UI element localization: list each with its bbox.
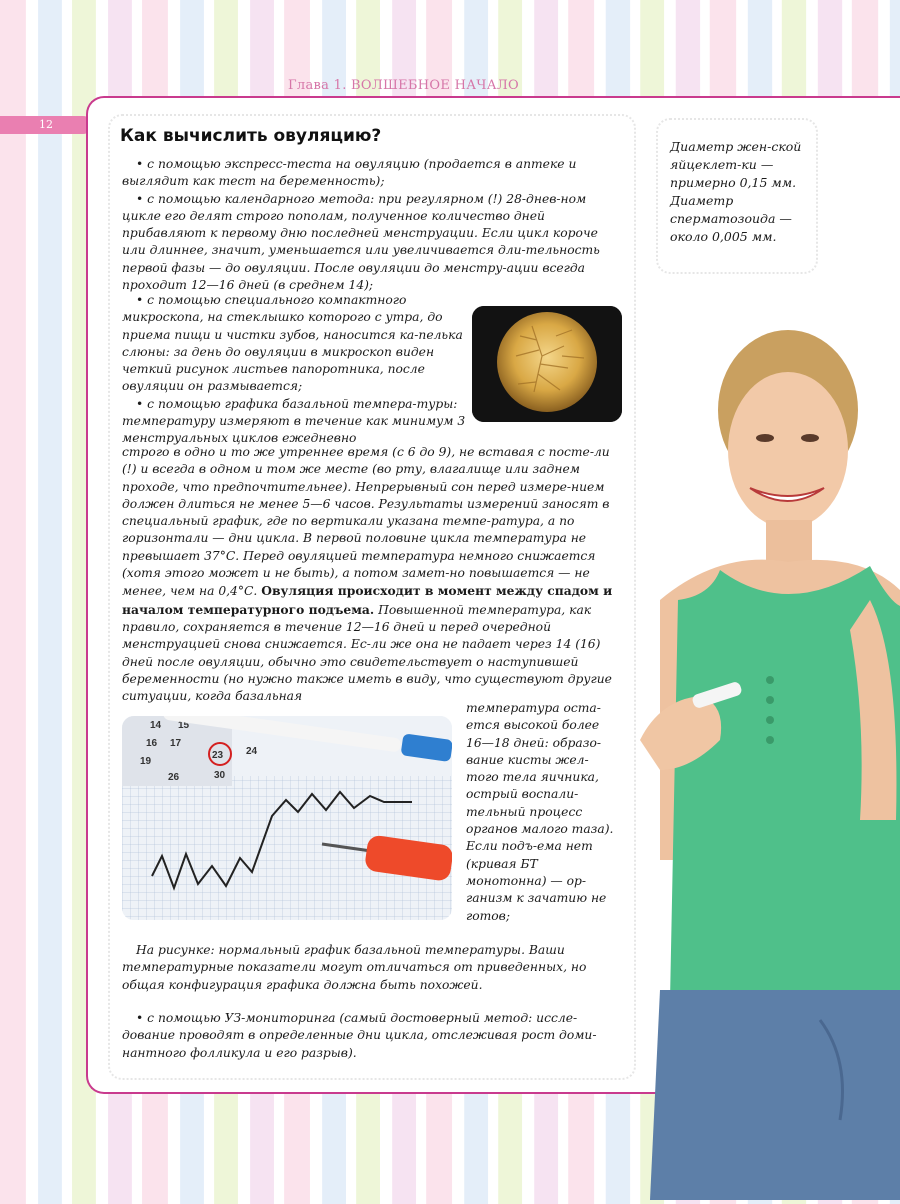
figure-caption [122,942,616,994]
woman-illustration-icon [600,300,900,1200]
bullet-express-test [122,156,616,294]
woman-photo [600,300,900,1200]
caption-text: На рисунке: нормальный график базальной температуры. Ваши температурные показатели могут отличаться от приведенных, но общая конфигурация графика должна быть похожей. [122,943,587,992]
calendar-day: 17 [170,738,182,749]
bbt-text-end: Повышенной температура, как правило, сохраняется в течение 12—16 дней и перед очередной менструацией снова снижается. Ес-ли же она не падает через 14 (16) дней после овуляции, обычно это свидетельствует о наступившей беременности (но нужно также иметь в виду, что существуют другие ситуации, когда базальная [122,602,612,704]
calendar-day: 23 [212,750,224,761]
bullet-ultrasound [122,1010,616,1062]
section-heading: Как вычислить овуляцию? [120,126,382,146]
bbt-side-column: температура оста-ется высокой более 16—18 дней: образо-вание кисты жел-того тела яичника, острый воспали-тельный процесс органов малого таза). Если подъ-ема нет (кривая БТ монотонна) — ор-ганизм к зачатию не готов; [466,701,614,923]
bbt-text: строго в одно и то же утреннее время (с 6 до 9), не вставая с посте-ли (!) и всегда в одном и том же месте (во рту, влагалище или заднем проходе, что предпочтительнее). Непрерывный сон перед измере-нием должен длиться не менее 5—6 часов. Результаты измерений заносят в специальный график, где по вертикали указана темпе-ратура, а по горизонтали — дни цикла. В первой половине цикла температура не превышает 37°С. Перед овуляцией температура немного снижается (хотя этого может и не быть), а потом замет-но повышается — не менее, чем на 0,4°С. Овуляция происходит в момент между спадом и началом температурного подъема. Повышенной температура, как правило, сохраняется в течение 12—16 дней и перед очередной менструацией снова снижается. Ес-ли же она не падает через 14 (16) дней после овуляции, обычно это свидетельствует о наступившей беременности (но нужно также иметь в виду, что существуют другие ситуации, когда базальная [122,445,613,704]
bullet-microscope [122,292,466,448]
bullet-text: • с помощью экспресс-теста на овуляцию (продается в аптеке и выглядит как тест на беременность); [122,157,577,189]
chapter-title: Глава 1. ВОЛШЕБНОЕ НАЧАЛО [288,78,519,93]
bbt-text-part: строго в одно и то же утреннее время (с 6 до 9), не вставая с посте-ли (!) и всегда в одном и том же месте (во рту, влагалище или заднем проходе, что предпочтительнее). Непрерывный сон перед измере-нием должен длиться не менее 5—6 часов. Результаты измерений заносят в специальный график, где по вертикали указана темпе-ратура, а по горизонтали — дни цикла. В первой половине цикла температура не превышает 37°С. Перед овуляцией температура немного снижается (хотя этого может и не быть), а потом замет-но повышается — не менее, чем на 0,4°С. [122,445,610,599]
bullet-bbt-start: • с помощью графика базальной темпера-туры: температуру измеряют в течение как минимум 3 менструальных циклов ежедневно [122,396,466,446]
bbt-chart-photo [122,716,452,920]
bullet-text: • с помощью УЗ-мониторинга (самый достоверный метод: иссле-дование проводят в определенные дни цикла, отслеживая рост доми-нантного фолликула и его разрыв). [122,1011,597,1060]
bullet-calendar-method: • с помощью календарного метода: при регулярном (!) 28-днев-ном цикле его делят строго пополам, полученное количество дней прибавляют к первому дню последней менструации. Если цикл короче или длиннее, значит, уменьшается или увеличивается дли-тельность первой фазы — до овуляции. После овуляции до менстру-ации всегда проходит 12—16 дней (в среднем 14); [122,191,600,293]
calendar-day: 14 [150,720,162,731]
calendar-day: 15 [178,720,190,731]
bullet-text: • с помощью специального компактного микроскопа, на стеклышко которого с утра, до приема пищи и чистки зубов, наносится ка-пелька слюны: за день до овуляции в микроскоп виден четкий рисунок листьев папоротника, после овуляции он размывается; [122,293,463,394]
bullet-bbt [122,444,616,705]
calendar-day: 26 [168,772,180,783]
thermometer-chart-icon [122,716,452,920]
bbt-bold-statement: Овуляция происходит в момент между спадом и началом температурного подъема [122,583,613,617]
page-number: 12 [0,116,92,134]
calendar-day: 19 [140,756,152,767]
calendar-day: 30 [214,770,226,781]
calendar-day: 16 [146,738,158,749]
side-note: Диаметр жен-ской яйцеклет-ки — примерно 0,15 мм. Диаметр сперматозоида — около 0,005 мм. [670,139,802,244]
calendar-day: 24 [246,746,258,757]
